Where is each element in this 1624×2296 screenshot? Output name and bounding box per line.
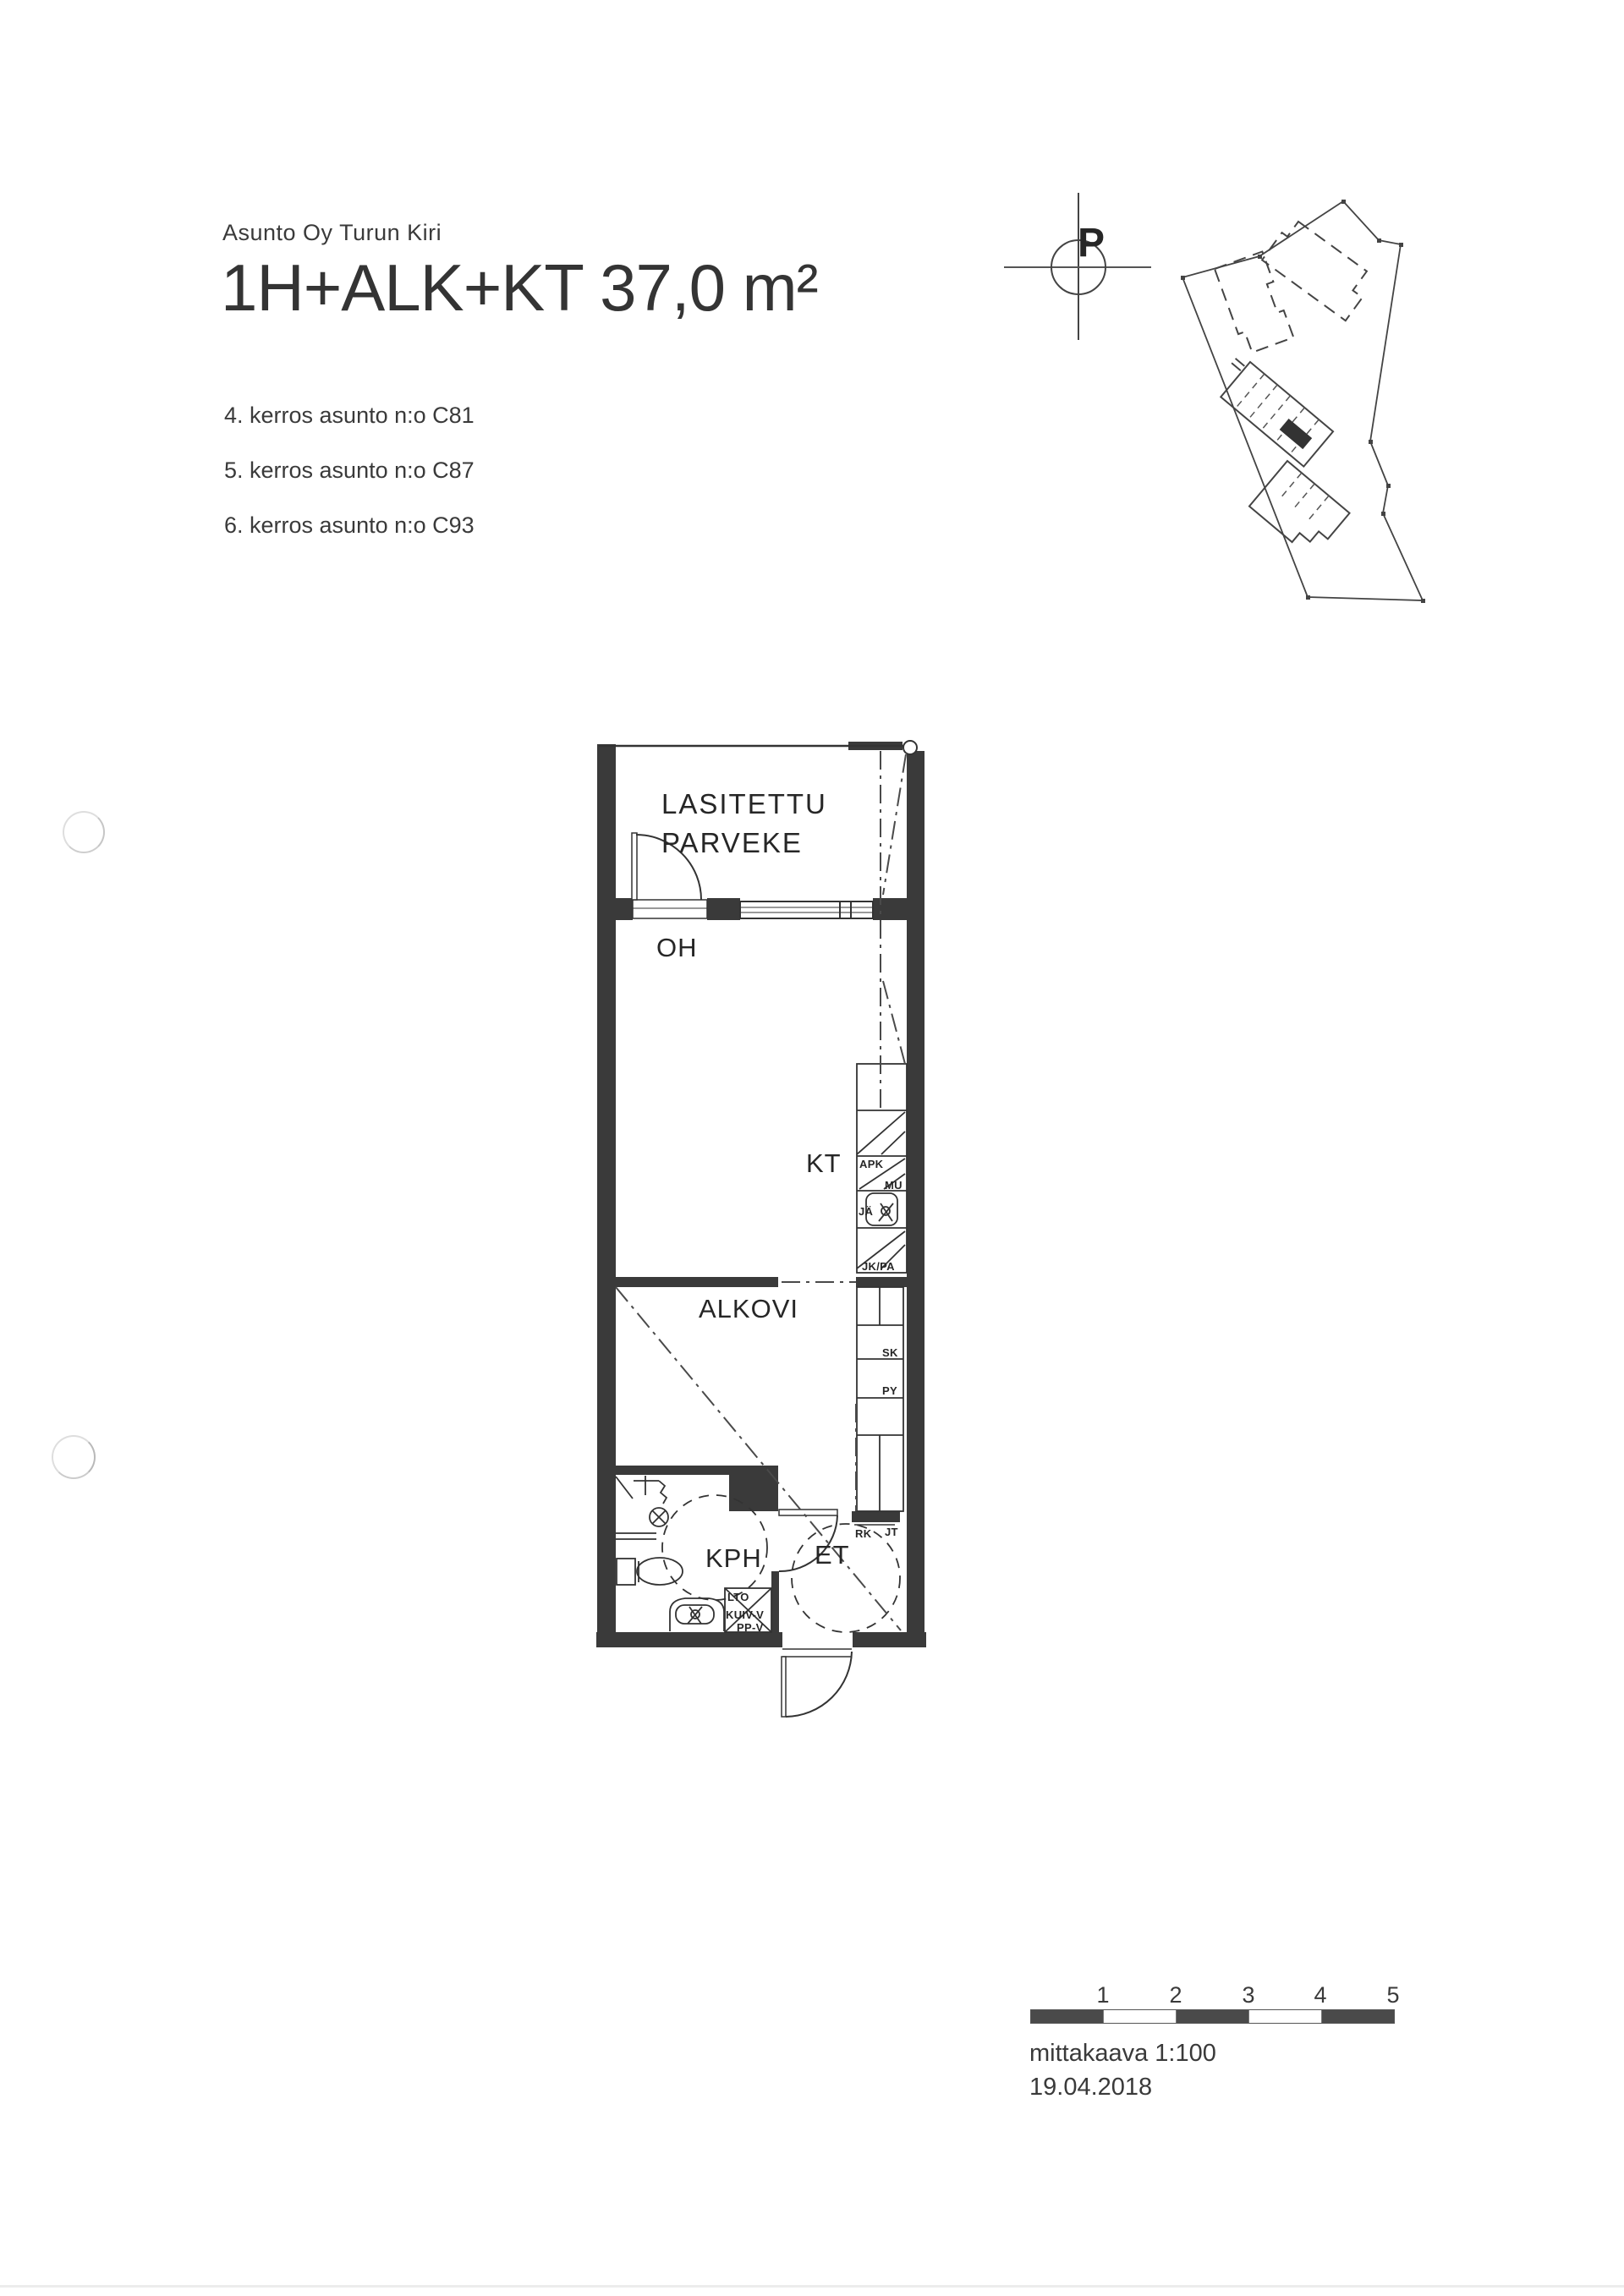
label-lto: LTO <box>727 1591 749 1603</box>
site-boundary <box>1181 200 1425 603</box>
rk-jt-cap <box>852 1511 900 1522</box>
scale-segment <box>1248 2010 1322 2023</box>
label-dishwasher: APK <box>859 1158 884 1170</box>
label-bathroom: KPH <box>705 1543 762 1573</box>
scale-number: 4 <box>1314 1982 1327 2008</box>
living-room-window <box>740 901 873 918</box>
scale-segment <box>1177 2010 1248 2023</box>
scale-number: 2 <box>1169 1982 1182 2008</box>
label-closet-sk: SK <box>882 1346 898 1359</box>
label-balcony-line2: PARVEKE <box>661 827 803 858</box>
scan-edge-line <box>0 2285 1624 2288</box>
scale-label: mittakaava 1:100 <box>1029 2040 1216 2067</box>
north-symbol <box>990 182 1176 351</box>
floor-apartment-line: 4. kerros asunto n:o C81 <box>224 403 475 428</box>
hole-punch-mark <box>63 811 105 853</box>
label-rk: RK <box>855 1527 872 1540</box>
label-alcove: ALKOVI <box>699 1294 798 1323</box>
alcove-wall <box>615 1277 778 1287</box>
site-building-lower <box>1249 461 1350 558</box>
kitchen-wall-stub <box>856 1277 907 1287</box>
label-microwave: MU <box>885 1179 903 1192</box>
site-plan <box>1171 193 1434 609</box>
site-building-left <box>1215 251 1293 354</box>
washbasin <box>670 1598 724 1631</box>
label-living-room: OH <box>656 933 698 962</box>
label-dryer-reservation: KUIV-V <box>726 1608 765 1621</box>
scale-segment <box>1031 2010 1103 2023</box>
drawing-date: 19.04.2018 <box>1029 2074 1153 2101</box>
bath-top-wall <box>615 1466 778 1475</box>
scale-segment <box>1103 2010 1177 2023</box>
hole-punch-mark <box>52 1435 96 1479</box>
scale-number: 1 <box>1096 1982 1110 2008</box>
bath-entry-wall <box>771 1571 779 1632</box>
site-building-middle <box>1210 353 1333 467</box>
label-washer-reservation: PP-V <box>737 1621 764 1634</box>
label-kitchen: KT <box>806 1148 842 1178</box>
bottom-wall-left <box>596 1632 782 1647</box>
apartment-type-title: 1H+ALK+KT 37,0 m² <box>221 250 818 325</box>
balcony-corner-post <box>903 741 917 754</box>
bottom-wall-right <box>853 1632 926 1647</box>
label-jt: JT <box>885 1526 898 1538</box>
alcove-closets <box>857 1287 903 1511</box>
bath-corner-block <box>729 1475 778 1511</box>
label-linen-py: PY <box>882 1384 897 1397</box>
scale-number: 3 <box>1242 1982 1255 2008</box>
entrance-door-swing <box>786 1652 852 1717</box>
floor-apartment-line: 6. kerros asunto n:o C93 <box>224 512 475 538</box>
label-entry: ET <box>815 1540 850 1570</box>
floor-apartment-line: 5. kerros asunto n:o C87 <box>224 458 475 483</box>
right-wall <box>907 751 924 1647</box>
scale-bar <box>1030 2009 1395 2024</box>
shower-mixer-icon <box>634 1476 667 1504</box>
label-cooler: JÄ <box>859 1205 874 1218</box>
label-balcony-line1: LASITETTU <box>661 788 827 819</box>
site-building-upper <box>1262 217 1376 321</box>
scale-segment <box>1322 2010 1394 2023</box>
floor-drain-icon <box>650 1508 668 1526</box>
entrance-door <box>782 1649 852 1717</box>
label-fridge-freezer: JK/PA <box>862 1260 895 1273</box>
left-wall <box>597 744 616 1647</box>
toilet <box>617 1558 683 1585</box>
north-label: P <box>1078 221 1106 266</box>
housing-company-name: Asunto Oy Turun Kiri <box>222 220 442 245</box>
floor-plan <box>588 727 935 1734</box>
scale-number: 5 <box>1386 1982 1400 2008</box>
